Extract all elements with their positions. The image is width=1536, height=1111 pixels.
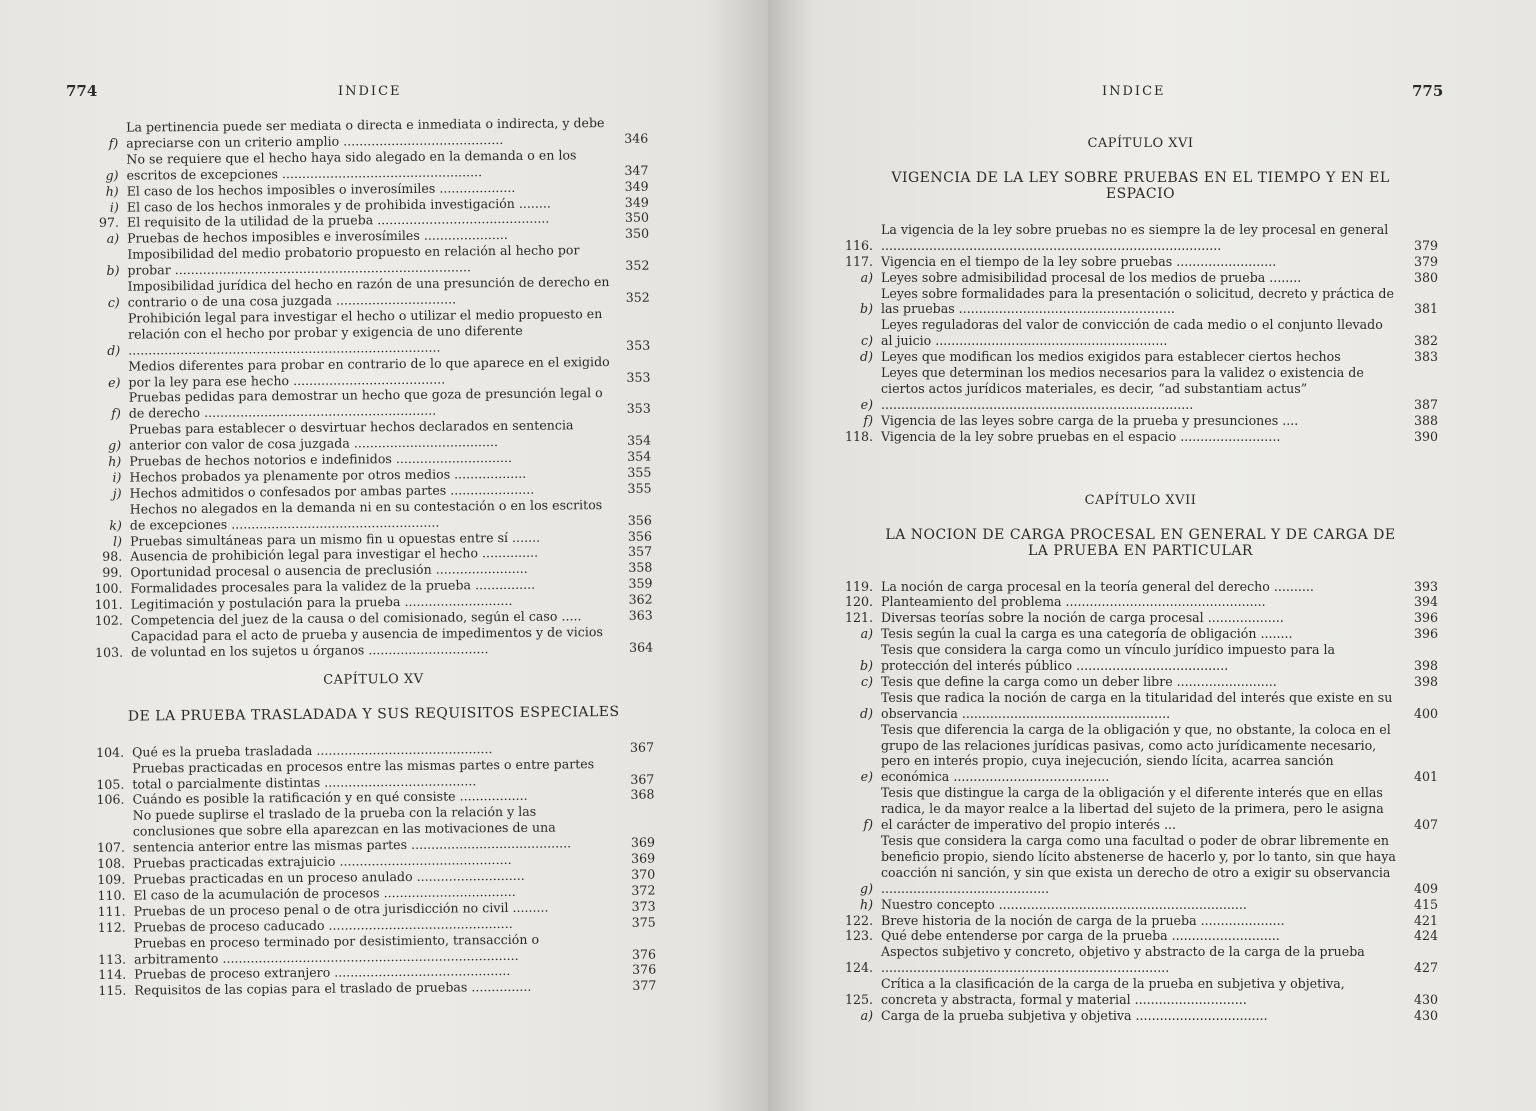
index-entry <box>843 365 1438 413</box>
chapter-label: CAPÍTULO XV <box>323 671 424 688</box>
entry-title: Pruebas practicadas extrajuicio ........................................... <box>133 852 512 871</box>
entry-title: Hechos admitidos o confesados por ambas partes ..................... <box>129 481 535 501</box>
entry-number: 114. <box>98 967 127 983</box>
entry-number: a) <box>106 231 120 247</box>
entry-page: 355 <box>627 464 652 480</box>
entry-title: Aspectos subjetivo y concreto, objetivo y abstracto de la carga de la prueba ........................................................................ <box>881 944 1365 976</box>
entry-page: 355 <box>627 480 652 496</box>
entry-title: Carga de la prueba subjetiva y objetiva ................................. <box>881 1007 1268 1023</box>
index-entry <box>843 690 1438 722</box>
entry-title: Pruebas de proceso extranjero ............................................ <box>134 963 511 983</box>
index-entry <box>843 1008 1438 1024</box>
entry-title: Tesis según la cual la carga es una categoría de obligación ........ <box>881 626 1293 642</box>
entry-number: 122. <box>844 912 873 928</box>
entry-number: 107. <box>96 839 126 856</box>
entry-page: 359 <box>628 575 653 592</box>
entry-number: g) <box>860 880 873 896</box>
entry-page: 353 <box>626 369 651 385</box>
index-entry <box>90 305 650 358</box>
entry-title: Tesis que radica la noción de carga en la titularidad del interés que existe en su observancia .................................................... <box>881 689 1393 721</box>
entry-page: 347 <box>624 162 649 178</box>
entry-page: 353 <box>626 400 651 417</box>
entry-page: 400 <box>1413 705 1438 721</box>
entry-page: 362 <box>628 591 653 608</box>
entry-number: c) <box>861 333 873 349</box>
entry-title: Pruebas practicadas en procesos entre las mismas partes o entre partes total o parcialmente distintas ...................................... <box>132 755 595 792</box>
index-entry <box>88 146 648 183</box>
index-entry <box>843 286 1438 318</box>
index-column <box>88 115 656 1000</box>
entry-number: 123. <box>844 928 873 944</box>
entry-number: 111. <box>97 903 126 919</box>
index-entry <box>95 803 655 856</box>
entry-title: El requisito de la utilidad de la prueba ........................................... <box>126 211 550 231</box>
entry-number: 115. <box>98 982 127 999</box>
index-entry <box>89 242 649 279</box>
index-entry <box>843 976 1438 1008</box>
entry-page: 407 <box>1413 817 1438 833</box>
entry-page: 383 <box>1413 349 1438 365</box>
index-list <box>843 579 1438 1024</box>
entry-page: 421 <box>1413 912 1438 928</box>
entry-page: 398 <box>1413 658 1438 674</box>
entry-number: d) <box>860 349 873 365</box>
entry-title: La pertinencia puede ser mediata o directa e inmediata o indirecta, y debe apreciarse con un criterio amplio ........................................ <box>125 115 605 151</box>
entry-number: a) <box>860 626 873 642</box>
entry-number: g) <box>108 437 122 453</box>
running-head: INDICE <box>338 84 402 99</box>
index-entry <box>88 115 648 152</box>
entry-page: 430 <box>1413 992 1438 1008</box>
entry-page: 396 <box>1413 610 1438 626</box>
entry-page: 376 <box>631 946 657 962</box>
entry-page: 368 <box>630 787 655 803</box>
entry-number: 117. <box>844 253 873 269</box>
index-entry <box>90 353 650 390</box>
entry-title: Diversas teorías sobre la noción de carga procesal ................... <box>881 610 1284 626</box>
entry-number: i) <box>109 199 119 215</box>
entry-number: l) <box>113 533 123 549</box>
entry-number: d) <box>860 705 873 721</box>
page-number: 775 <box>1412 82 1444 100</box>
index-entry <box>843 833 1438 897</box>
entry-title: Pruebas pedidas para demostrar un hecho que goza de presunción legal o de derecho .......................................................... <box>128 385 603 421</box>
entry-title: Leyes sobre formalidades para la presentación o solicitud, decreto y práctica de las pruebas ...................................................... <box>881 285 1394 317</box>
entry-number: 103. <box>94 644 124 660</box>
index-entry <box>96 930 656 967</box>
chapter-title: DE LA PRUEBA TRASLADADA Y SUS REQUISITOS ESPECIALES <box>127 703 620 725</box>
entry-page: 401 <box>1413 769 1438 785</box>
entry-page: 373 <box>631 898 656 914</box>
chapter-title: VIGENCIA DE LA LEY SOBRE PRUEBAS EN EL TIEMPO Y EN EL ESPACIO <box>891 169 1390 202</box>
index-entry <box>90 274 650 311</box>
entry-number: 106. <box>96 792 125 808</box>
entry-number: f) <box>111 406 121 422</box>
entry-title: El caso de los hechos inmorales y de prohibida investigación ........ <box>126 195 551 215</box>
entry-number: e) <box>108 374 121 390</box>
entry-title: Tesis que considera la carga como una facultad o poder de obrar libremente en beneficio propio, siendo lícito abstenerse de hacerlo y, por lo tanto, sin que haya coacción ni sanción, y sin que exista un derecho de otro a exigir su observancia .......................................... <box>881 833 1396 896</box>
entry-number: c) <box>107 294 120 310</box>
entry-number: 108. <box>97 855 126 872</box>
entry-number: 97. <box>98 215 120 231</box>
entry-page: 363 <box>628 607 653 623</box>
running-head: INDICE <box>1102 84 1166 99</box>
entry-page: 369 <box>630 850 656 866</box>
entry-title: Leyes que modifican los medios exigidos para establecer ciertos hechos <box>881 349 1341 365</box>
right-page <box>768 0 1536 1111</box>
entry-number: e) <box>860 396 873 412</box>
entry-title: Ausencia de prohibición legal para investigar el hecho .............. <box>130 545 539 565</box>
entry-number: h) <box>859 896 873 912</box>
entry-page: 369 <box>630 834 656 850</box>
entry-page: 393 <box>1413 578 1438 594</box>
index-entry <box>843 270 1438 286</box>
entry-page: 349 <box>624 194 649 210</box>
entry-title: Leyes sobre admisibilidad procesal de los medios de prueba ........ <box>881 269 1302 285</box>
entry-page: 358 <box>628 559 653 576</box>
entry-title: La vigencia de la ley sobre pruebas no es siempre la de ley procesal en general ..................................................................................... <box>881 221 1389 253</box>
index-entry <box>91 417 651 454</box>
entry-page: 356 <box>627 528 653 544</box>
entry-title: La noción de carga procesal en la teoría general del derecho .......... <box>881 578 1314 594</box>
entry-page: 370 <box>631 866 656 882</box>
entry-page: 387 <box>1413 396 1438 412</box>
entry-page: 379 <box>1413 253 1438 269</box>
entry-title: Pruebas practicadas en un proceso anulado ........................... <box>133 867 525 887</box>
index-entry <box>843 222 1438 254</box>
entry-page: 388 <box>1413 412 1438 428</box>
entry-title: Medios diferentes para probar en contrario de lo que aparece en el exigido por la ley para ese hecho ...................................... <box>128 353 610 390</box>
entry-title: Leyes reguladoras del valor de convicción de cada medio o el conjunto llevado al juicio .......................................................... <box>881 317 1383 349</box>
entry-page: 381 <box>1413 301 1438 317</box>
entry-title: No se requiere que el hecho haya sido alegado en la demanda o en los escritos de excepciones .................................................. <box>126 147 577 183</box>
entry-number: f) <box>863 412 873 428</box>
entry-page: 356 <box>627 512 652 528</box>
entry-number: 104. <box>95 744 125 760</box>
entry-title: Pruebas de un proceso penal o de otra jurisdicción no civil ......... <box>133 899 549 919</box>
entry-number: 112. <box>97 919 126 935</box>
entry-page: 424 <box>1413 928 1438 944</box>
entry-title: Pruebas simultáneas para un mismo fin u opuestas entre sí ....... <box>129 529 541 549</box>
entry-number: h) <box>105 183 119 199</box>
entry-title: Qué debe entenderse por carga de la prueba ........................... <box>881 928 1280 944</box>
entry-title: Pruebas en proceso terminado por desistimiento, transacción o arbitramento .......................................................................... <box>133 931 540 967</box>
entry-number: f) <box>108 135 119 151</box>
index-entry <box>843 674 1438 690</box>
entry-title: Cuándo es posible la ratificación y en qué consiste ................. <box>132 788 528 808</box>
entry-number: 110. <box>97 887 126 903</box>
entry-title: Hechos no alegados en la demanda ni en su contestación o en los escritos de excepciones .................................................... <box>129 496 603 533</box>
entry-page: 427 <box>1413 960 1438 976</box>
index-entry <box>843 610 1438 626</box>
index-list <box>843 222 1438 445</box>
entry-number: c) <box>861 673 873 689</box>
index-entry <box>843 928 1438 944</box>
entry-number: a) <box>860 269 873 285</box>
entry-page: 367 <box>629 739 655 755</box>
entry-title: Imposibilidad del medio probatorio propuesto en relación al hecho por probar .......................................................................... <box>127 242 580 278</box>
entry-title: Pruebas para establecer o desvirtuar hechos declarados en sentencia anterior con valor de cosa juzgada .................................... <box>128 417 574 453</box>
index-entry <box>843 897 1438 913</box>
entry-title: Breve historia de la noción de carga de la prueba ..................... <box>881 912 1285 928</box>
chapter-label: CAPÍTULO XVII <box>1084 492 1197 508</box>
entry-title: Competencia del juez de la causa o del comisionado, según el caso ..... <box>130 608 582 628</box>
entry-title: Nuestro concepto .............................................................. <box>881 896 1247 912</box>
entry-page: 357 <box>628 544 653 560</box>
index-column <box>843 136 1438 1024</box>
entry-title: Crítica a la clasificación de la carga de la prueba en subjetiva y objetiva, concreta y abstracta, formal y material ............................ <box>881 976 1345 1008</box>
entry-page: 409 <box>1413 880 1438 896</box>
entry-number: 125. <box>844 992 873 1008</box>
page-number: 774 <box>66 82 98 100</box>
entry-page: 353 <box>626 337 651 353</box>
index-entry <box>91 385 651 422</box>
entry-page: 415 <box>1413 896 1438 912</box>
entry-page: 350 <box>624 225 650 242</box>
entry-page: 382 <box>1413 333 1438 349</box>
index-entry <box>843 254 1438 270</box>
entry-title: Vigencia de las leyes sobre carga de la prueba y presunciones .... <box>881 412 1299 428</box>
index-entry <box>843 642 1438 674</box>
entry-title: Pruebas de proceso caducado .............................................. <box>133 915 513 935</box>
entry-page: 380 <box>1413 269 1438 285</box>
entry-page: 390 <box>1413 428 1438 444</box>
entry-page: 396 <box>1413 626 1438 642</box>
index-list <box>94 739 656 999</box>
entry-number: i) <box>112 469 122 485</box>
index-entry <box>843 626 1438 642</box>
entry-number: 124. <box>844 960 873 976</box>
entry-number: 113. <box>97 951 127 967</box>
entry-number: 120. <box>844 594 873 610</box>
entry-number: 99. <box>102 565 123 581</box>
entry-number: b) <box>106 262 120 278</box>
index-entry <box>94 755 654 792</box>
entry-number: 109. <box>97 871 126 887</box>
index-entry <box>92 496 652 533</box>
entry-number: h) <box>108 453 122 469</box>
entry-number: k) <box>109 517 122 533</box>
entry-title: Tesis que diferencia la carga de la obligación y que, no obstante, la coloca en el grupo de las relaciones jurídicas pasivas, como acto jurídicamente necesario, pero en interés propio, cuya inejecución, siendo lícita, acarrea sanción económica ....................................... <box>881 721 1391 785</box>
index-entry <box>843 913 1438 929</box>
entry-title: Pruebas de hechos notorios e indefinidos ............................. <box>129 449 513 469</box>
entry-page: 352 <box>625 257 650 274</box>
entry-page: 364 <box>628 639 654 655</box>
entry-number: 118. <box>844 428 873 444</box>
entry-page: 367 <box>630 771 655 787</box>
index-entry <box>843 429 1438 445</box>
entry-page: 349 <box>624 178 649 194</box>
entry-number: 116. <box>844 237 873 253</box>
entry-page: 354 <box>627 448 652 464</box>
entry-title: Planteamiento del problema .................................................. <box>881 594 1266 610</box>
index-entry <box>843 413 1438 429</box>
entry-title: Tesis que define la carga como un deber libre ......................... <box>881 673 1277 689</box>
index-entry <box>843 579 1438 595</box>
entry-page: 377 <box>632 977 657 994</box>
entry-title: Requisitos de las copias para el traslado de pruebas ............... <box>134 979 532 998</box>
entry-page: 379 <box>1413 237 1438 253</box>
entry-title: Vigencia en el tiempo de la ley sobre pruebas ......................... <box>881 253 1277 269</box>
entry-page: 346 <box>624 130 649 146</box>
entry-title: Oportunidad procesal o ausencia de preclusión ....................... <box>130 561 528 580</box>
entry-page: 430 <box>1413 1007 1438 1023</box>
entry-page: 354 <box>626 432 652 448</box>
index-entry <box>93 624 653 661</box>
entry-number: 105. <box>96 776 125 792</box>
index-entry <box>843 317 1438 349</box>
entry-page: 394 <box>1413 594 1438 610</box>
entry-number: f) <box>863 817 873 833</box>
entry-title: Hechos probados ya plenamente por otros medios .................. <box>129 465 527 485</box>
index-list <box>88 115 653 661</box>
entry-page: 352 <box>625 289 650 305</box>
entry-title: El caso de los hechos imposibles o inverosímiles ................... <box>126 179 516 199</box>
entry-title: Formalidades procesales para la validez de la prueba ............... <box>130 577 536 596</box>
entry-title: Imposibilidad jurídica del hecho en razón de una presunción de derecho en contrario o de una cosa juzgada .............................. <box>127 274 610 310</box>
entry-title: Capacidad para el acto de prueba y ausencia de impedimentos y de vicios de voluntad en los sujetos u órganos .............................. <box>130 624 603 660</box>
index-entry <box>843 349 1438 365</box>
chapter-label: CAPÍTULO XVI <box>1087 136 1194 151</box>
index-entry <box>843 594 1438 610</box>
entry-number: e) <box>860 769 873 785</box>
entry-page: 372 <box>631 882 656 898</box>
entry-number: 98. <box>102 549 123 565</box>
entry-number: j) <box>112 485 122 501</box>
entry-title: Qué es la prueba trasladada ............................................ <box>131 740 493 760</box>
entry-title: Tesis que distingue la carga de la obligación y el diferente interés que en ellas radica, le da mayor realce a la libertad del sujeto de la primera, pero le asigna el carácter de imperativo del propio interés ... <box>881 785 1384 833</box>
entry-number: g) <box>105 167 119 183</box>
entry-title: Prohibición legal para investigar el hecho o utilizar el medio propuesto en relación con el hecho por probar y exigencia de uno diferente .............................................................................. <box>127 305 603 358</box>
entry-number: 102. <box>94 612 123 629</box>
entry-title: Legitimación y postulación para la prueba ........................... <box>130 593 513 612</box>
entry-number: d) <box>107 342 121 358</box>
entry-title: Tesis que considera la carga como un vínculo jurídico impuesto para la protección del interés público ...................................... <box>881 642 1335 674</box>
entry-number: 101. <box>94 596 123 613</box>
entry-title: No puede suplirse el traslado de la prueba con la relación y las conclusiones que sobre ella aparezcan en las motivaciones de una sentencia anterior entre las mismas partes ........................................ <box>132 804 572 855</box>
entry-page: 398 <box>1413 673 1438 689</box>
entry-number: b) <box>860 301 873 317</box>
chapter-title: LA NOCION DE CARGA PROCESAL EN GENERAL Y DE CARGA DE LA PRUEBA EN PARTICULAR <box>885 526 1396 559</box>
entry-number: b) <box>860 658 873 674</box>
entry-title: Pruebas de hechos imposibles e inverosímiles ..................... <box>127 227 508 246</box>
entry-number: a) <box>860 1007 873 1023</box>
entry-title: Vigencia de la ley sobre pruebas en el espacio ......................... <box>881 428 1281 444</box>
entry-title: Leyes que determinan los medios necesarios para la validez o existencia de ciertos actos jurídicos materiales, es decir, “ad substantiam actus” .............................................................................. <box>881 365 1364 412</box>
entry-page: 350 <box>624 210 650 226</box>
index-entry <box>843 944 1438 976</box>
entry-number: 119. <box>844 578 873 594</box>
entry-title: El caso de la acumulación de procesos ................................. <box>133 883 516 903</box>
entry-number: 121. <box>844 610 873 626</box>
index-entry <box>843 785 1438 833</box>
entry-page: 375 <box>631 914 656 930</box>
index-entry <box>843 722 1438 786</box>
entry-page: 376 <box>632 961 657 978</box>
entry-number: 100. <box>94 580 123 597</box>
